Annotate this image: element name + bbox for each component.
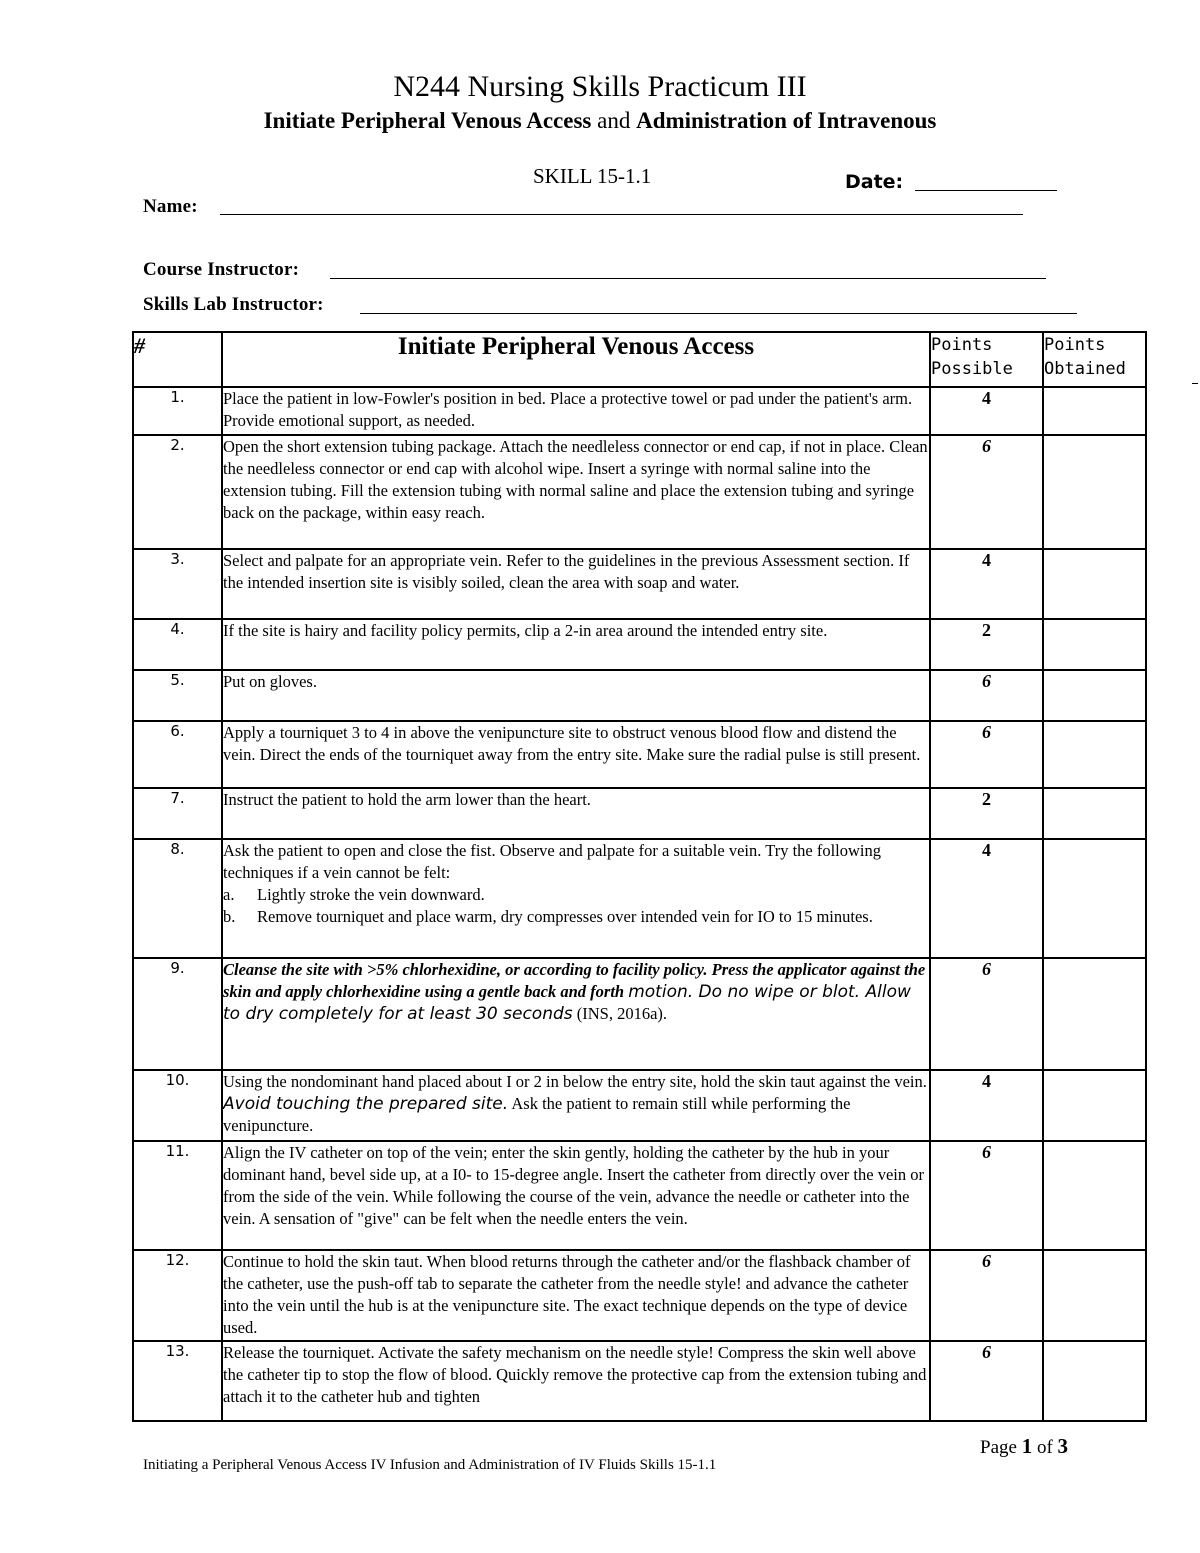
step-number: 13. bbox=[133, 1341, 222, 1421]
subtitle-part1: Initiate Peripheral Venous Access bbox=[263, 108, 592, 133]
subtitle-part2: Administration of Intravenous bbox=[636, 108, 937, 133]
step-text bbox=[222, 1070, 930, 1141]
step-text: Open the short extension tubing package. Attach the needleless connector or end cap, if not in place. Clean the needleless connector or end cap with alcohol wipe. Insert a syringe with normal saline into the extension tubing. Fill the extension tubing with normal saline and place the extension tubing and syringe back on the package, within easy reach. bbox=[222, 435, 930, 549]
points-possible: 6 bbox=[930, 721, 1043, 788]
header-points-possible: Points Possible bbox=[930, 332, 1043, 387]
step-number: 8. bbox=[133, 839, 222, 958]
step-number: 11. bbox=[133, 1141, 222, 1250]
table-row bbox=[133, 435, 1146, 549]
table-row bbox=[133, 670, 1146, 721]
sub-step-text: Lightly stroke the vein downward. bbox=[257, 885, 485, 904]
step-text-end: Ask the patient to remain still while performing the venipuncture. bbox=[223, 1094, 851, 1135]
points-possible: 4 bbox=[930, 549, 1043, 619]
subtitle-and: and bbox=[591, 108, 637, 133]
points-obtained-cell[interactable] bbox=[1043, 788, 1146, 839]
points-obtained-cell[interactable] bbox=[1043, 958, 1146, 1070]
step-text: Put on gloves. bbox=[222, 670, 930, 721]
margin-mark bbox=[1192, 383, 1198, 384]
step-text-start: Using the nondominant hand placed about I or 2 in below the entry site, hold the skin taut against the vein. bbox=[223, 1072, 927, 1091]
page-indicator bbox=[980, 1434, 1068, 1459]
step-text: Place the patient in low-Fowler's position in bed. Place a protective towel or pad under the patient's arm. Provide emotional support, as needed. bbox=[222, 387, 930, 435]
step-number: 3. bbox=[133, 549, 222, 619]
points-obtained-cell[interactable] bbox=[1043, 670, 1146, 721]
step-number: 7. bbox=[133, 788, 222, 839]
step-text-italic: motion. Do no wipe or blot. Allow to dry completely for at least 30 seconds bbox=[223, 982, 911, 1024]
table-row bbox=[133, 788, 1146, 839]
table-row bbox=[133, 387, 1146, 435]
step-number: 12. bbox=[133, 1250, 222, 1341]
name-label: Name: bbox=[143, 196, 198, 217]
skills-lab-instructor-field[interactable] bbox=[360, 313, 1077, 314]
sub-step-letter: a. bbox=[223, 885, 235, 904]
page-of: of bbox=[1032, 1437, 1058, 1458]
step-number: 2. bbox=[133, 435, 222, 549]
points-obtained-cell[interactable] bbox=[1043, 1250, 1146, 1341]
points-obtained-cell[interactable] bbox=[1043, 549, 1146, 619]
page-current: 1 bbox=[1021, 1434, 1033, 1458]
footer-text: Initiating a Peripheral Venous Access IV Infusion and Administration of IV Fluids Skills 15-1.1 bbox=[143, 1457, 717, 1473]
table-header-row bbox=[133, 332, 1146, 387]
course-instructor-field[interactable] bbox=[330, 278, 1046, 279]
points-possible: 6 bbox=[930, 1250, 1043, 1341]
points-obtained-cell[interactable] bbox=[1043, 1341, 1146, 1421]
table-row bbox=[133, 1141, 1146, 1250]
points-possible: 4 bbox=[930, 839, 1043, 958]
course-instructor-label: Course Instructor: bbox=[143, 259, 300, 280]
step-text: Instruct the patient to hold the arm lower than the heart. bbox=[222, 788, 930, 839]
table-row bbox=[133, 721, 1146, 788]
step-text: Apply a tourniquet 3 to 4 in above the venipuncture site to obstruct venous blood flow and distend the vein. Direct the ends of the tourniquet away from the entry site. Make sure the radial pulse is still present. bbox=[222, 721, 930, 788]
page-total: 3 bbox=[1057, 1434, 1069, 1458]
points-obtained-cell[interactable] bbox=[1043, 435, 1146, 549]
points-possible: 4 bbox=[930, 387, 1043, 435]
header-number: # bbox=[133, 332, 222, 387]
skill-number: SKILL 15-1.1 bbox=[533, 164, 652, 188]
step-number: 6. bbox=[133, 721, 222, 788]
table-row bbox=[133, 958, 1146, 1070]
skills-lab-instructor-label: Skills Lab Instructor: bbox=[143, 294, 324, 315]
page-word: Page bbox=[980, 1437, 1022, 1458]
step-number: 4. bbox=[133, 619, 222, 670]
points-obtained-cell[interactable] bbox=[1043, 1070, 1146, 1141]
points-possible: 6 bbox=[930, 958, 1043, 1070]
step-text: Align the IV catheter on top of the vein; enter the skin gently, holding the catheter by the hub in your dominant hand, bevel side up, at a I0- to 15-degree angle. Insert the catheter from directly over the vein or from the side of the vein. While following the course of the vein, advance the needle or catheter into the vein. A sensation of "give" can be felt when the needle enters the vein. bbox=[222, 1141, 930, 1250]
table-row bbox=[133, 549, 1146, 619]
step-text-italic: Avoid touching the prepared site. bbox=[223, 1094, 509, 1114]
step-text-end: (INS, 2016a). bbox=[576, 1004, 668, 1023]
skills-table bbox=[132, 331, 1147, 1422]
points-possible: 6 bbox=[930, 670, 1043, 721]
points-obtained-cell[interactable] bbox=[1043, 721, 1146, 788]
header-points-obtained: Points Obtained bbox=[1043, 332, 1146, 387]
document-subtitle bbox=[0, 108, 1200, 134]
step-text bbox=[222, 839, 930, 958]
points-possible: 6 bbox=[930, 435, 1043, 549]
step-number: 1. bbox=[133, 387, 222, 435]
sub-step-text: Remove tourniquet and place warm, dry compresses over intended vein for IO to 15 minutes. bbox=[257, 907, 873, 926]
points-obtained-cell[interactable] bbox=[1043, 839, 1146, 958]
table-row bbox=[133, 1070, 1146, 1141]
points-possible: 6 bbox=[930, 1141, 1043, 1250]
step-text: Release the tourniquet. Activate the safety mechanism on the needle style! Compress the skin well above the catheter tip to stop the flow of blood. Quickly remove the protective cap from the extension tubing and attach it to the catheter hub and tighten bbox=[222, 1341, 930, 1421]
step-text: If the site is hairy and facility policy permits, clip a 2-in area around the intended entry site. bbox=[222, 619, 930, 670]
step-intro: Ask the patient to open and close the fist. Observe and palpate for a suitable vein. Try the following techniques if a vein cannot be felt: bbox=[223, 841, 882, 882]
name-field[interactable] bbox=[220, 214, 1023, 215]
table-row bbox=[133, 619, 1146, 670]
step-number: 10. bbox=[133, 1070, 222, 1141]
points-obtained-cell[interactable] bbox=[1043, 387, 1146, 435]
step-text-bold: Cleanse the site with >5% chlorhexidine, or according to facility policy. Press the applicator against the skin and apply chlorhexidine using a gentle back and forth bbox=[223, 960, 926, 1001]
header-step: Initiate Peripheral Venous Access bbox=[222, 332, 930, 387]
points-possible: 6 bbox=[930, 1341, 1043, 1421]
sub-step-a bbox=[223, 884, 929, 906]
points-obtained-cell[interactable] bbox=[1043, 619, 1146, 670]
sub-step-letter: b. bbox=[223, 907, 236, 926]
step-text: Continue to hold the skin taut. When blood returns through the catheter and/or the flashback chamber of the catheter, use the push-off tab to separate the catheter from the needle style! and advance the catheter into the vein until the hub is at the venipuncture site. The exact technique depends on the type of device used. bbox=[222, 1250, 930, 1341]
document-title: N244 Nursing Skills Practicum III bbox=[393, 70, 807, 103]
table-row bbox=[133, 1341, 1146, 1421]
points-obtained-cell[interactable] bbox=[1043, 1141, 1146, 1250]
sub-step-b bbox=[223, 906, 929, 928]
step-number: 5. bbox=[133, 670, 222, 721]
step-number: 9. bbox=[133, 958, 222, 1070]
points-possible: 2 bbox=[930, 788, 1043, 839]
table-row bbox=[133, 839, 1146, 958]
table-row bbox=[133, 1250, 1146, 1341]
points-possible: 2 bbox=[930, 619, 1043, 670]
step-text: Select and palpate for an appropriate vein. Refer to the guidelines in the previous Assessment section. If the intended insertion site is visibly soiled, clean the area with soap and water. bbox=[222, 549, 930, 619]
points-possible: 4 bbox=[930, 1070, 1043, 1141]
date-field[interactable] bbox=[915, 190, 1057, 191]
step-text bbox=[222, 958, 930, 1070]
date-label: Date: bbox=[845, 171, 904, 193]
